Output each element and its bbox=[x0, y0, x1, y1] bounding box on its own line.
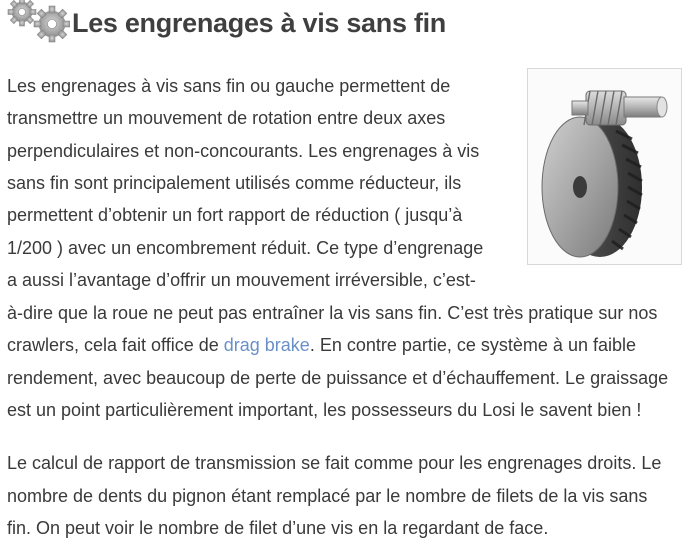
text-line: 1/200 ) avec un encombrement réduit. Ce type d’engrenage bbox=[7, 238, 484, 258]
drag-brake-link[interactable]: drag brake bbox=[223, 335, 310, 355]
text-line: nombre de dents du pignon étant remplacé par le nombre de filets de la vis sans bbox=[7, 486, 648, 506]
text-line: Le calcul de rapport de transmission se fait comme pour les engrenages droits. Le bbox=[7, 453, 662, 473]
text-line: rendement, avec beaucoup de perte de puissance et d’échauffement. Le graissage bbox=[7, 368, 669, 388]
text-line: transmettre un mouvement de rotation entre deux axes bbox=[7, 108, 446, 128]
text-line: a aussi l’avantage d’offrir un mouvement irréversible, c’est- bbox=[7, 270, 476, 290]
text-line: à-dire que la roue ne peut pas entraîner la vis sans fin. C’est très pratique sur nos bbox=[7, 303, 658, 323]
text-line: perpendiculaires et non-concourants. Les engrenages à vis bbox=[7, 141, 480, 161]
text-fragment: crawlers, cela fait office de bbox=[7, 335, 224, 355]
text-line: fin. On peut voir le nombre de filet d’une vis en la regardant de face. bbox=[7, 518, 549, 538]
gears-icon bbox=[4, 0, 70, 46]
text-line: sans fin sont principalement utilisés comme réducteur, ils bbox=[7, 173, 462, 193]
text-line bbox=[7, 334, 636, 356]
page-title: Les engrenages à vis sans fin bbox=[72, 8, 446, 38]
text-fragment: . En contre partie, ce système à un faible bbox=[309, 335, 636, 355]
worm-gear-image bbox=[527, 68, 682, 265]
text-line: permettent d’obtenir un fort rapport de réduction ( jusqu’à bbox=[7, 205, 463, 225]
text-line: Les engrenages à vis sans fin ou gauche permettent de bbox=[7, 76, 451, 96]
text-line: est un point particulièrement important, les possesseurs du Losi le savent bien ! bbox=[7, 400, 642, 420]
